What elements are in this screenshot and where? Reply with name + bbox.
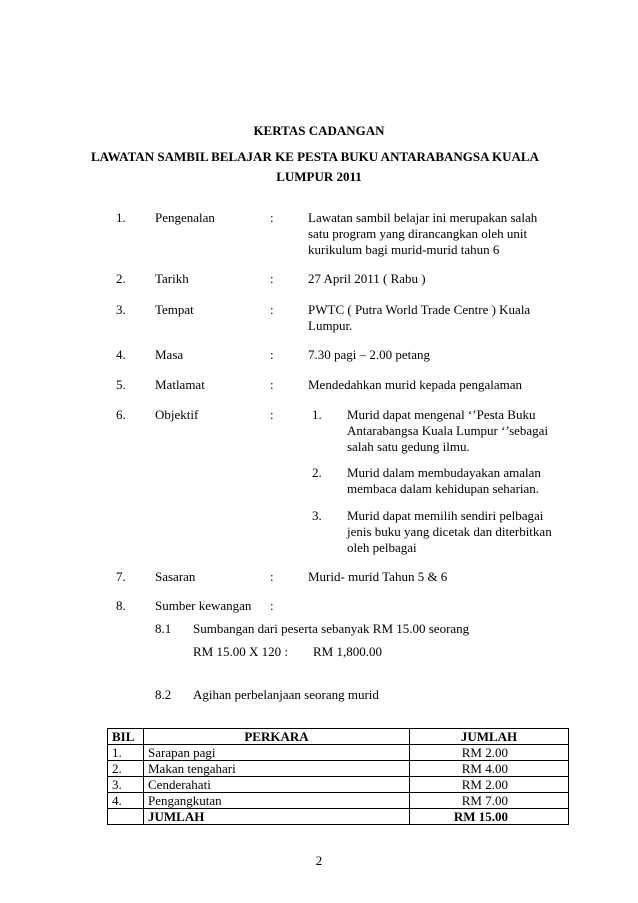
item-value-line: PWTC ( Putra World Trade Centre ) Kuala xyxy=(308,302,531,317)
item-number: 6. xyxy=(116,407,126,422)
item-value-line: 27 April 2011 ( Rabu ) xyxy=(308,271,426,286)
funding-sub-text: Agihan perbelanjaan seorang murid xyxy=(193,687,379,702)
item-label: Sumber kewangan xyxy=(155,598,252,613)
item-colon: : xyxy=(270,569,274,584)
table-row xyxy=(108,777,569,793)
item-value-line: Lumpur. xyxy=(308,318,353,333)
objective-line: Murid dapat memilih sendiri pelbagai xyxy=(347,508,544,523)
item-colon: : xyxy=(270,271,274,286)
table-row xyxy=(108,793,569,809)
funding-calc-left: RM 15.00 X 120 : xyxy=(193,644,288,659)
item-colon: : xyxy=(270,210,274,225)
item-label: Sasaran xyxy=(155,569,196,584)
table-cell: RM 2.00 xyxy=(410,745,569,761)
item-value-line: satu program yang dirancangkan oleh unit xyxy=(308,226,528,241)
item-number: 1. xyxy=(116,210,126,225)
item-colon: : xyxy=(270,302,274,317)
table-cell: Sarapan pagi xyxy=(144,745,410,761)
funding-sub-number: 8.1 xyxy=(155,621,172,636)
item-number: 8. xyxy=(116,598,126,613)
page-number: 2 xyxy=(315,853,323,868)
item-number: 2. xyxy=(116,271,126,286)
table-cell xyxy=(108,809,144,825)
document-subtitle-cont: LUMPUR 2011 xyxy=(276,169,362,184)
item-colon: : xyxy=(270,598,274,613)
funding-sub-text: Sumbangan dari peserta sebanyak RM 15.00 seorang xyxy=(193,621,470,636)
table-header-row xyxy=(108,729,569,745)
item-value-line: kurikulum bagi murid-murid tahun 6 xyxy=(308,242,500,257)
item-label: Pengenalan xyxy=(155,210,215,225)
table-cell: Pengangkutan xyxy=(144,793,410,809)
table-cell: 3. xyxy=(108,777,144,793)
item-number: 4. xyxy=(116,347,126,362)
item-colon: : xyxy=(270,347,274,362)
table-total-value: RM 15.00 xyxy=(410,809,569,825)
objective-line: Antarabangsa Kuala Lumpur ‘’sebagai xyxy=(347,423,549,438)
table-header-cell: BIL xyxy=(108,729,144,745)
objective-number: 1. xyxy=(312,407,322,422)
item-label: Matlamat xyxy=(155,377,205,392)
budget-table xyxy=(107,728,569,825)
table-cell: Cenderahati xyxy=(144,777,410,793)
table-header-cell: JUMLAH xyxy=(410,729,569,745)
item-label: Objektif xyxy=(155,407,199,422)
item-label: Tarikh xyxy=(155,271,189,286)
objective-line: Murid dapat mengenal ‘’Pesta Buku xyxy=(347,407,536,422)
item-value-line: Murid- murid Tahun 5 & 6 xyxy=(308,569,448,584)
item-label: Tempat xyxy=(155,302,194,317)
table-cell: RM 2.00 xyxy=(410,777,569,793)
table-cell: RM 7.00 xyxy=(410,793,569,809)
objective-line: salah satu gedung ilmu. xyxy=(347,439,470,454)
item-value-line: Mendedahkan murid kepada pengalaman xyxy=(308,377,523,392)
table-cell: Makan tengahari xyxy=(144,761,410,777)
item-value-line: 7.30 pagi – 2.00 petang xyxy=(308,347,431,362)
objective-number: 3. xyxy=(312,508,322,523)
objective-line: Murid dalam membudayakan amalan xyxy=(347,465,541,480)
table-row xyxy=(108,761,569,777)
document-title: KERTAS CADANGAN xyxy=(253,123,385,138)
objective-line: oleh pelbagai xyxy=(347,540,417,555)
table-header-cell: PERKARA xyxy=(144,729,410,745)
funding-calc-right: RM 1,800.00 xyxy=(313,644,382,659)
item-colon: : xyxy=(270,377,274,392)
table-total-label: JUMLAH xyxy=(144,809,410,825)
item-number: 7. xyxy=(116,569,126,584)
table-cell: RM 4.00 xyxy=(410,761,569,777)
table-total-row xyxy=(108,809,569,825)
table-row xyxy=(108,745,569,761)
table-cell: 4. xyxy=(108,793,144,809)
item-label: Masa xyxy=(155,347,184,362)
objective-line: jenis buku yang dicetak dan diterbitkan xyxy=(347,524,552,539)
table-cell: 2. xyxy=(108,761,144,777)
item-colon: : xyxy=(270,407,274,422)
item-number: 5. xyxy=(116,377,126,392)
objective-line: membaca dalam kehidupan seharian. xyxy=(347,481,540,496)
table-cell: 1. xyxy=(108,745,144,761)
objective-number: 2. xyxy=(312,465,322,480)
document-subtitle: LAWATAN SAMBIL BELAJAR KE PESTA BUKU ANTARABANGSA KUALA xyxy=(91,149,539,164)
funding-sub-number: 8.2 xyxy=(155,687,172,702)
item-number: 3. xyxy=(116,302,126,317)
item-value-line: Lawatan sambil belajar ini merupakan salah xyxy=(308,210,538,225)
